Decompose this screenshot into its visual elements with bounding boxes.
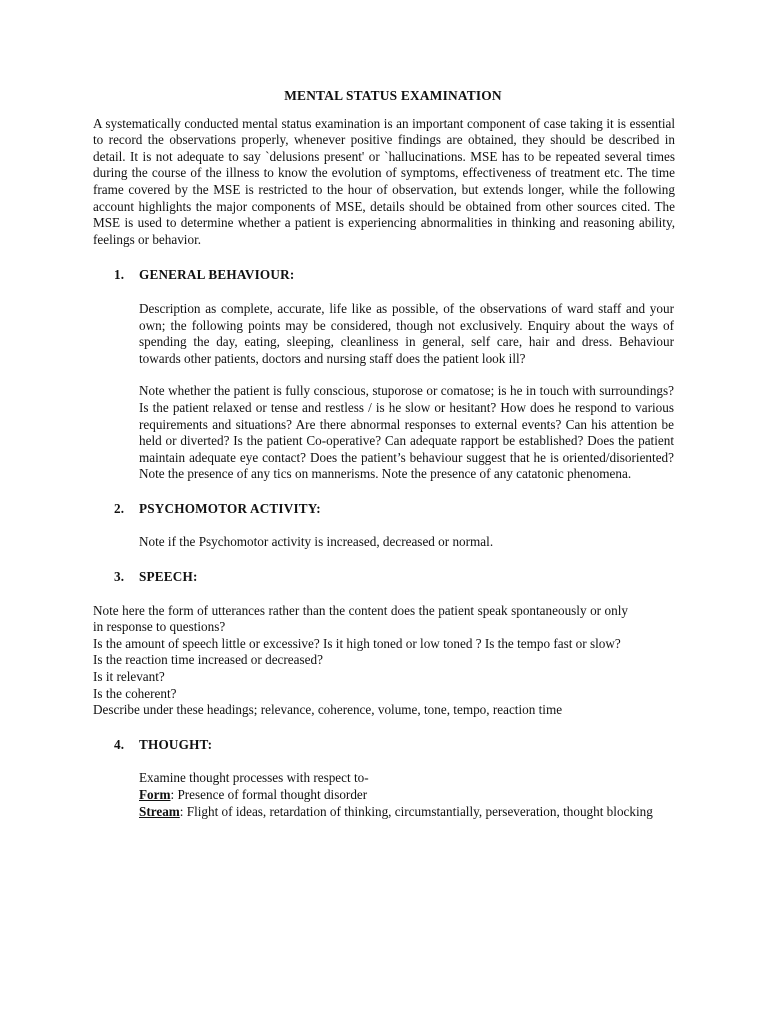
term-label: Form (139, 787, 171, 802)
section-title: GENERAL BEHAVIOUR: (139, 267, 295, 283)
section-number: 2. (114, 500, 125, 516)
section-thought (93, 737, 675, 820)
section-heading (93, 501, 675, 518)
section-heading (93, 569, 675, 586)
paragraph: Description as complete, accurate, life like as possible, of the observations of ward staff and your own; the following points may be considered, though not exclusively. Enquiry about the ways of spending the day, eating, sleeping, cleanliness in general, self care, hair and dress. Behaviour towards other patients, doctors and nursing staff does the patient look ill? (139, 300, 674, 366)
section-number: 3. (114, 569, 125, 585)
thought-term-form (139, 787, 674, 804)
section-number: 4. (114, 736, 125, 752)
section-body (139, 534, 674, 551)
section-title: PSYCHOMOTOR ACTIVITY: (139, 500, 321, 516)
term-text: : Flight of ideas, retardation of thinking, circumstantially, perseveration, thought blocking (179, 803, 653, 819)
speech-line: Is the reaction time increased or decreased? (93, 652, 323, 668)
section-body (139, 301, 674, 483)
thought-lead: Examine thought processes with respect to- (139, 770, 369, 786)
section-body (139, 770, 674, 820)
thought-term-stream (139, 804, 674, 821)
page-title: MENTAL STATUS EXAMINATION (284, 88, 502, 103)
paragraph: Note whether the patient is fully conscious, stuporose or comatose; is he in touch with surroundings? Is the patient relaxed or tense and restless / is he slow or hesitant? How does he respond to various requirements and situations? Are there abnormal responses to external events? Can his attention be held or diverted? Is the patient Co-operative? Can adequate rapport be established? Does the patient maintain adequate eye contact? Does the patient’s behaviour suggest that he is oriented/disoriented? Note the presence of any tics on mannerisms. Note the presence of any catatonic phenomena. (139, 383, 674, 482)
term-label: Stream (139, 803, 180, 819)
document-page (93, 88, 675, 820)
speech-line: Is the coherent? (93, 685, 177, 701)
section-speech (93, 569, 675, 719)
speech-line: Note here the form of utterances rather than the content does the patient speak spontaneously or only in response to questions? (93, 602, 628, 635)
section-psychomotor-activity (93, 501, 675, 551)
speech-line: Is the amount of speech little or excessive? Is it high toned or low toned ? Is the tempo fast or slow? (93, 635, 621, 651)
section-heading (93, 267, 675, 284)
speech-line: Describe under these headings; relevance, coherence, volume, tone, tempo, reaction time (93, 702, 563, 718)
section-title: THOUGHT: (139, 736, 213, 752)
section-heading (93, 737, 675, 754)
section-general-behaviour (93, 267, 675, 483)
section-title: SPEECH: (139, 569, 198, 585)
paragraph: Note if the Psychomotor activity is increased, decreased or normal. (139, 534, 494, 550)
section-number: 1. (114, 267, 125, 283)
term-text: : Presence of formal thought disorder (170, 787, 368, 802)
intro-paragraph: A systematically conducted mental status examination is an important component of case taking it is essential to record the observations properly, whenever positive findings are obtained, they should be described in detail. It is not adequate to say `delusions present' or `hallucinations. MSE has to be repeated several times during the course of the illness to know the evolution of symptoms, effectiveness of treatment etc. The time frame covered by the MSE is restricted to the hour of observation, but extends longer, while the following account highlights the major components of MSE, details should be obtained from other sources cited. The MSE is used to determine whether a patient is experiencing abnormalities in thinking and reasoning ability, feelings or behavior. (93, 115, 675, 247)
speech-line: Is it relevant? (93, 669, 165, 685)
section-body (93, 603, 628, 719)
